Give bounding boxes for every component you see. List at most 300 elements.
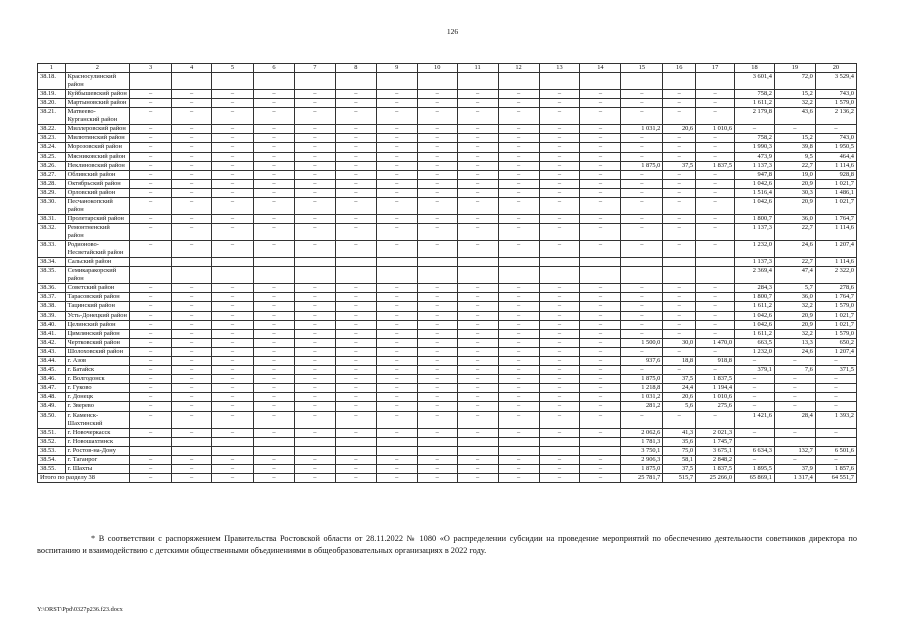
value-cell: – — [376, 366, 417, 375]
value-cell — [498, 446, 539, 455]
value-cell — [417, 258, 457, 267]
value-cell: 1 895,5 — [735, 464, 775, 473]
value-cell — [735, 437, 775, 446]
value-cell — [172, 437, 212, 446]
value-cell: – — [498, 293, 539, 302]
value-cell: – — [498, 161, 539, 170]
row-code: 38.23. — [38, 134, 66, 143]
value-cell: – — [498, 402, 539, 411]
value-cell — [621, 258, 663, 267]
column-number: 14 — [580, 64, 621, 73]
value-cell: – — [294, 134, 335, 143]
value-cell: – — [172, 375, 212, 384]
value-cell: – — [212, 402, 254, 411]
value-cell: – — [130, 241, 172, 258]
value-cell — [253, 446, 294, 455]
row-code: 38.21. — [38, 108, 66, 125]
total-value: – — [376, 474, 417, 483]
total-label: Итого по разделу 38 — [38, 474, 130, 483]
value-cell: 24,4 — [663, 384, 696, 393]
value-cell — [457, 258, 498, 267]
value-cell: – — [294, 402, 335, 411]
value-cell: – — [539, 241, 580, 258]
value-cell: – — [417, 99, 457, 108]
value-cell: – — [212, 375, 254, 384]
value-cell: – — [815, 402, 856, 411]
column-number: 5 — [212, 64, 254, 73]
value-cell: – — [172, 393, 212, 402]
value-cell: 1 194,4 — [696, 384, 735, 393]
value-cell: – — [335, 356, 376, 365]
value-cell: – — [417, 366, 457, 375]
value-cell: 5,6 — [663, 402, 696, 411]
value-cell: – — [335, 311, 376, 320]
value-cell — [457, 267, 498, 284]
value-cell: – — [621, 170, 663, 179]
value-cell: – — [696, 347, 735, 356]
value-cell: – — [539, 108, 580, 125]
file-path: Y:\ORST\Ppd\0327p236.f23.docx — [37, 606, 123, 613]
table-row — [38, 267, 857, 284]
value-cell: – — [212, 161, 254, 170]
value-cell: – — [335, 411, 376, 428]
row-code: 38.36. — [38, 284, 66, 293]
value-cell: – — [376, 241, 417, 258]
value-cell: 743,0 — [815, 134, 856, 143]
value-cell: – — [539, 311, 580, 320]
value-cell: – — [696, 284, 735, 293]
value-cell: 947,8 — [735, 170, 775, 179]
value-cell — [212, 258, 254, 267]
value-cell: – — [376, 188, 417, 197]
value-cell: – — [663, 224, 696, 241]
district-name: Родионово-Несветайский район — [65, 241, 129, 258]
value-cell: – — [580, 411, 621, 428]
value-cell: – — [172, 125, 212, 134]
value-cell: – — [212, 224, 254, 241]
value-cell: 2 136,2 — [815, 108, 856, 125]
value-cell: – — [376, 356, 417, 365]
value-cell: – — [376, 161, 417, 170]
table-row — [38, 224, 857, 241]
table-row — [38, 455, 857, 464]
value-cell — [417, 437, 457, 446]
value-cell: – — [335, 179, 376, 188]
value-cell: 1 042,6 — [735, 311, 775, 320]
value-cell: – — [212, 347, 254, 356]
budget-table — [37, 63, 857, 483]
value-cell: – — [498, 179, 539, 188]
row-code: 38.37. — [38, 293, 66, 302]
value-cell: – — [417, 161, 457, 170]
value-cell: 743,0 — [815, 90, 856, 99]
value-cell: – — [663, 302, 696, 311]
row-code: 38.44. — [38, 356, 66, 365]
value-cell: – — [696, 224, 735, 241]
value-cell: – — [580, 284, 621, 293]
value-cell: – — [212, 215, 254, 224]
value-cell: – — [498, 152, 539, 161]
value-cell: 20,9 — [774, 179, 815, 188]
value-cell: – — [663, 411, 696, 428]
value-cell: – — [294, 320, 335, 329]
value-cell: 1 021,7 — [815, 179, 856, 188]
value-cell: – — [735, 384, 775, 393]
column-number: 4 — [172, 64, 212, 73]
value-cell: – — [294, 99, 335, 108]
value-cell: – — [130, 302, 172, 311]
value-cell: – — [253, 366, 294, 375]
total-value: – — [253, 474, 294, 483]
table-row — [38, 428, 857, 437]
value-cell: – — [774, 375, 815, 384]
value-cell: – — [663, 152, 696, 161]
value-cell: 1 875,0 — [621, 161, 663, 170]
value-cell: – — [294, 284, 335, 293]
value-cell: – — [663, 293, 696, 302]
value-cell: – — [457, 464, 498, 473]
value-cell: – — [539, 464, 580, 473]
table-row — [38, 258, 857, 267]
value-cell: – — [130, 375, 172, 384]
value-cell: – — [172, 90, 212, 99]
value-cell: – — [253, 179, 294, 188]
value-cell: – — [621, 134, 663, 143]
value-cell: – — [663, 320, 696, 329]
value-cell: – — [580, 428, 621, 437]
value-cell: – — [539, 198, 580, 215]
value-cell: – — [696, 293, 735, 302]
value-cell: 937,6 — [621, 356, 663, 365]
value-cell: – — [663, 134, 696, 143]
value-cell: – — [457, 108, 498, 125]
value-cell: 464,4 — [815, 152, 856, 161]
district-name: Неклиновский район — [65, 161, 129, 170]
district-name: Цимлянский район — [65, 329, 129, 338]
value-cell: – — [294, 293, 335, 302]
value-cell: – — [376, 152, 417, 161]
value-cell: – — [815, 455, 856, 464]
row-code: 38.49. — [38, 402, 66, 411]
value-cell: – — [498, 125, 539, 134]
value-cell: 758,2 — [735, 134, 775, 143]
value-cell: – — [335, 428, 376, 437]
row-code: 38.19. — [38, 90, 66, 99]
value-cell: – — [457, 188, 498, 197]
row-code: 38.45. — [38, 366, 66, 375]
value-cell: – — [457, 215, 498, 224]
value-cell: – — [253, 90, 294, 99]
value-cell: – — [376, 428, 417, 437]
column-number: 3 — [130, 64, 172, 73]
row-code: 38.40. — [38, 320, 66, 329]
value-cell: – — [621, 143, 663, 152]
value-cell: – — [539, 384, 580, 393]
value-cell: – — [539, 179, 580, 188]
value-cell — [172, 73, 212, 90]
value-cell: – — [663, 347, 696, 356]
value-cell: 36,0 — [774, 293, 815, 302]
value-cell: 1 745,7 — [696, 437, 735, 446]
value-cell: – — [417, 320, 457, 329]
value-cell — [417, 267, 457, 284]
value-cell: – — [498, 108, 539, 125]
value-cell: – — [376, 338, 417, 347]
value-cell: 1 114,6 — [815, 161, 856, 170]
value-cell: 1 950,5 — [815, 143, 856, 152]
value-cell: – — [774, 356, 815, 365]
value-cell: 281,2 — [621, 402, 663, 411]
row-code: 38.53. — [38, 446, 66, 455]
value-cell: – — [539, 455, 580, 464]
row-code: 38.50. — [38, 411, 66, 428]
table-row — [38, 198, 857, 215]
value-cell: – — [376, 170, 417, 179]
value-cell: – — [774, 384, 815, 393]
value-cell: – — [663, 108, 696, 125]
value-cell: – — [172, 99, 212, 108]
value-cell: – — [417, 311, 457, 320]
value-cell: 1 021,7 — [815, 311, 856, 320]
value-cell: – — [253, 188, 294, 197]
district-name: Орловский район — [65, 188, 129, 197]
value-cell: – — [815, 384, 856, 393]
value-cell — [335, 258, 376, 267]
value-cell: – — [294, 455, 335, 464]
value-cell: – — [580, 302, 621, 311]
value-cell: 1 010,6 — [696, 125, 735, 134]
value-cell: – — [735, 356, 775, 365]
column-number: 7 — [294, 64, 335, 73]
district-name: Матвеево-Курганский район — [65, 108, 129, 125]
table-row — [38, 356, 857, 365]
value-cell: – — [212, 384, 254, 393]
value-cell: 20,6 — [663, 393, 696, 402]
value-cell — [130, 446, 172, 455]
value-cell: – — [498, 198, 539, 215]
value-cell: 1 486,1 — [815, 188, 856, 197]
value-cell: – — [696, 302, 735, 311]
value-cell: 928,8 — [815, 170, 856, 179]
value-cell: – — [621, 293, 663, 302]
value-cell: 1 232,0 — [735, 241, 775, 258]
value-cell: 2 179,8 — [735, 108, 775, 125]
value-cell: – — [539, 393, 580, 402]
value-cell: – — [212, 302, 254, 311]
value-cell: – — [130, 152, 172, 161]
value-cell: 1 470,0 — [696, 338, 735, 347]
value-cell: – — [130, 108, 172, 125]
value-cell — [621, 267, 663, 284]
value-cell: – — [580, 170, 621, 179]
value-cell: 379,1 — [735, 366, 775, 375]
value-cell: – — [580, 125, 621, 134]
value-cell: – — [457, 366, 498, 375]
value-cell: – — [498, 311, 539, 320]
value-cell: – — [417, 384, 457, 393]
value-cell: 1 218,8 — [621, 384, 663, 393]
value-cell: – — [663, 188, 696, 197]
total-value: – — [212, 474, 254, 483]
value-cell: 1 021,7 — [815, 198, 856, 215]
value-cell — [130, 258, 172, 267]
value-cell: – — [376, 311, 417, 320]
value-cell: – — [172, 356, 212, 365]
value-cell: – — [253, 302, 294, 311]
table-row — [38, 179, 857, 188]
value-cell: – — [580, 188, 621, 197]
value-cell: – — [253, 384, 294, 393]
value-cell: – — [621, 99, 663, 108]
value-cell — [457, 73, 498, 90]
value-cell: 47,4 — [774, 267, 815, 284]
value-cell: – — [376, 375, 417, 384]
value-cell: – — [696, 90, 735, 99]
value-cell: – — [212, 170, 254, 179]
value-cell: – — [376, 293, 417, 302]
value-cell: 32,2 — [774, 99, 815, 108]
value-cell — [774, 437, 815, 446]
value-cell: – — [580, 99, 621, 108]
value-cell: – — [498, 284, 539, 293]
value-cell: – — [172, 198, 212, 215]
value-cell: 20,9 — [774, 198, 815, 215]
value-cell: – — [457, 90, 498, 99]
table-row — [38, 170, 857, 179]
value-cell — [696, 258, 735, 267]
value-cell: – — [294, 384, 335, 393]
district-name: Куйбышевский район — [65, 90, 129, 99]
value-cell: – — [335, 99, 376, 108]
value-cell — [172, 446, 212, 455]
value-cell: – — [212, 108, 254, 125]
value-cell: – — [815, 428, 856, 437]
table-row — [38, 366, 857, 375]
value-cell: – — [774, 455, 815, 464]
table-row — [38, 152, 857, 161]
value-cell: – — [621, 179, 663, 188]
row-code: 38.20. — [38, 99, 66, 108]
total-value: – — [457, 474, 498, 483]
value-cell: – — [457, 284, 498, 293]
value-cell: 1 837,5 — [696, 375, 735, 384]
value-cell: 30,0 — [663, 338, 696, 347]
value-cell: 15,2 — [774, 90, 815, 99]
column-number: 12 — [498, 64, 539, 73]
value-cell: 1 207,4 — [815, 347, 856, 356]
value-cell: – — [417, 215, 457, 224]
row-code: 38.30. — [38, 198, 66, 215]
value-cell: – — [376, 134, 417, 143]
value-cell: – — [253, 329, 294, 338]
value-cell: – — [663, 90, 696, 99]
value-cell: – — [130, 347, 172, 356]
value-cell: – — [212, 143, 254, 152]
value-cell: – — [130, 161, 172, 170]
table-row — [38, 338, 857, 347]
value-cell: – — [621, 90, 663, 99]
value-cell: – — [457, 161, 498, 170]
value-cell: – — [774, 393, 815, 402]
value-cell: – — [130, 428, 172, 437]
value-cell: – — [580, 241, 621, 258]
value-cell: – — [130, 464, 172, 473]
value-cell: 1 837,5 — [696, 161, 735, 170]
value-cell: – — [621, 241, 663, 258]
value-cell: – — [172, 329, 212, 338]
value-cell — [253, 267, 294, 284]
value-cell: – — [580, 152, 621, 161]
district-name: г. Зверево — [65, 402, 129, 411]
value-cell: – — [130, 384, 172, 393]
value-cell: – — [498, 320, 539, 329]
value-cell: – — [457, 384, 498, 393]
value-cell: – — [580, 179, 621, 188]
table-row — [38, 134, 857, 143]
value-cell — [539, 437, 580, 446]
value-cell: – — [498, 143, 539, 152]
value-cell: – — [294, 329, 335, 338]
value-cell: 132,7 — [774, 446, 815, 455]
value-cell: – — [294, 241, 335, 258]
value-cell: 473,9 — [735, 152, 775, 161]
value-cell: – — [498, 366, 539, 375]
value-cell: – — [130, 143, 172, 152]
value-cell: – — [457, 402, 498, 411]
value-cell: – — [172, 152, 212, 161]
value-cell — [457, 446, 498, 455]
value-cell: – — [212, 198, 254, 215]
value-cell: – — [130, 329, 172, 338]
value-cell: – — [498, 411, 539, 428]
value-cell: – — [663, 215, 696, 224]
value-cell: – — [735, 125, 775, 134]
value-cell: – — [335, 198, 376, 215]
value-cell: – — [212, 90, 254, 99]
row-code: 38.33. — [38, 241, 66, 258]
value-cell: 1 516,4 — [735, 188, 775, 197]
value-cell: – — [335, 366, 376, 375]
value-cell: – — [539, 329, 580, 338]
district-name: Советский район — [65, 284, 129, 293]
value-cell: – — [294, 356, 335, 365]
value-cell: – — [457, 311, 498, 320]
value-cell: – — [663, 99, 696, 108]
value-cell: – — [696, 241, 735, 258]
total-value: 25 266,0 — [696, 474, 735, 483]
value-cell: – — [457, 152, 498, 161]
value-cell: – — [457, 241, 498, 258]
value-cell — [212, 267, 254, 284]
value-cell: – — [212, 134, 254, 143]
value-cell: 1 137,3 — [735, 224, 775, 241]
value-cell: – — [498, 393, 539, 402]
district-name: Тарасовский район — [65, 293, 129, 302]
value-cell — [498, 437, 539, 446]
value-cell: – — [253, 402, 294, 411]
table-row — [38, 375, 857, 384]
value-cell — [663, 267, 696, 284]
district-name: г. Гуково — [65, 384, 129, 393]
value-cell: 32,2 — [774, 302, 815, 311]
value-cell: – — [294, 366, 335, 375]
value-cell: – — [539, 402, 580, 411]
value-cell — [663, 73, 696, 90]
value-cell: – — [498, 455, 539, 464]
value-cell: 5,7 — [774, 284, 815, 293]
value-cell: 1 042,6 — [735, 320, 775, 329]
district-name: Пролетарский район — [65, 215, 129, 224]
